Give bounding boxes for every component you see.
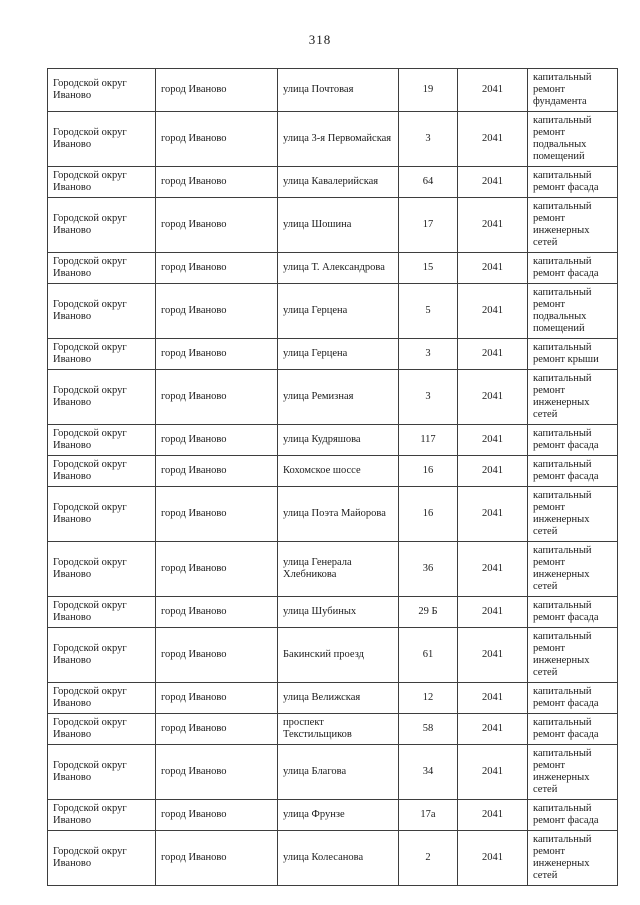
cell-year: 2041	[458, 683, 528, 714]
cell-street: улица Почтовая	[278, 69, 399, 112]
table-row	[48, 597, 618, 628]
cell-city: город Иваново	[156, 683, 278, 714]
cell-house-number: 3	[399, 112, 458, 167]
cell-city: город Иваново	[156, 198, 278, 253]
cell-house-number: 15	[399, 253, 458, 284]
cell-repair-type: капитальный ремонт подвальных помещений	[528, 112, 618, 167]
cell-year: 2041	[458, 714, 528, 745]
cell-district: Городской округ Иваново	[48, 714, 156, 745]
cell-street: улица Поэта Майорова	[278, 487, 399, 542]
cell-city: город Иваново	[156, 628, 278, 683]
cell-street: улица Шошина	[278, 198, 399, 253]
cell-repair-type: капитальный ремонт фасада	[528, 714, 618, 745]
cell-year: 2041	[458, 542, 528, 597]
cell-city: город Иваново	[156, 542, 278, 597]
cell-street: улица Т. Александрова	[278, 253, 399, 284]
cell-city: город Иваново	[156, 339, 278, 370]
table-row	[48, 69, 618, 112]
table-row	[48, 628, 618, 683]
cell-house-number: 12	[399, 683, 458, 714]
cell-district: Городской округ Иваново	[48, 683, 156, 714]
table-row	[48, 542, 618, 597]
cell-repair-type: капитальный ремонт фасада	[528, 597, 618, 628]
cell-street: улица Шубиных	[278, 597, 399, 628]
cell-street: улица Герцена	[278, 339, 399, 370]
cell-house-number: 29 Б	[399, 597, 458, 628]
cell-district: Городской округ Иваново	[48, 745, 156, 800]
cell-repair-type: капитальный ремонт инженерных сетей	[528, 628, 618, 683]
cell-district: Городской округ Иваново	[48, 456, 156, 487]
cell-street: улица Благова	[278, 745, 399, 800]
cell-house-number: 3	[399, 339, 458, 370]
cell-repair-type: капитальный ремонт фасада	[528, 800, 618, 831]
cell-year: 2041	[458, 425, 528, 456]
table-row	[48, 253, 618, 284]
cell-district: Городской округ Иваново	[48, 284, 156, 339]
cell-year: 2041	[458, 112, 528, 167]
cell-house-number: 34	[399, 745, 458, 800]
cell-repair-type: капитальный ремонт инженерных сетей	[528, 487, 618, 542]
cell-year: 2041	[458, 831, 528, 886]
table-row	[48, 683, 618, 714]
cell-house-number: 117	[399, 425, 458, 456]
cell-street: проспект Текстильщиков	[278, 714, 399, 745]
table-row	[48, 831, 618, 886]
cell-street: улица Велижская	[278, 683, 399, 714]
cell-house-number: 16	[399, 487, 458, 542]
cell-street: улица Кавалерийская	[278, 167, 399, 198]
cell-year: 2041	[458, 198, 528, 253]
table-row	[48, 745, 618, 800]
cell-house-number: 2	[399, 831, 458, 886]
cell-street: Бакинский проезд	[278, 628, 399, 683]
cell-district: Городской округ Иваново	[48, 425, 156, 456]
cell-repair-type: капитальный ремонт инженерных сетей	[528, 831, 618, 886]
cell-street: улица 3-я Первомайская	[278, 112, 399, 167]
cell-house-number: 17а	[399, 800, 458, 831]
cell-district: Городской округ Иваново	[48, 487, 156, 542]
repair-schedule-table	[47, 68, 618, 886]
cell-repair-type: капитальный ремонт инженерных сетей	[528, 542, 618, 597]
cell-city: город Иваново	[156, 831, 278, 886]
cell-district: Городской округ Иваново	[48, 597, 156, 628]
cell-street: Кохомское шоссе	[278, 456, 399, 487]
cell-city: город Иваново	[156, 425, 278, 456]
table-row	[48, 456, 618, 487]
cell-city: город Иваново	[156, 714, 278, 745]
table-row	[48, 487, 618, 542]
table-row	[48, 198, 618, 253]
cell-street: улица Герцена	[278, 284, 399, 339]
cell-city: город Иваново	[156, 69, 278, 112]
cell-district: Городской округ Иваново	[48, 831, 156, 886]
cell-house-number: 19	[399, 69, 458, 112]
cell-city: город Иваново	[156, 370, 278, 425]
table-row	[48, 800, 618, 831]
cell-city: город Иваново	[156, 167, 278, 198]
cell-year: 2041	[458, 253, 528, 284]
cell-repair-type: капитальный ремонт фасада	[528, 167, 618, 198]
cell-district: Городской округ Иваново	[48, 628, 156, 683]
cell-repair-type: капитальный ремонт крыши	[528, 339, 618, 370]
cell-city: город Иваново	[156, 112, 278, 167]
cell-city: город Иваново	[156, 745, 278, 800]
cell-street: улица Ремизная	[278, 370, 399, 425]
cell-street: улица Фрунзе	[278, 800, 399, 831]
cell-house-number: 36	[399, 542, 458, 597]
cell-repair-type: капитальный ремонт фундамента	[528, 69, 618, 112]
cell-year: 2041	[458, 628, 528, 683]
cell-district: Городской округ Иваново	[48, 542, 156, 597]
cell-year: 2041	[458, 456, 528, 487]
cell-city: город Иваново	[156, 800, 278, 831]
cell-house-number: 5	[399, 284, 458, 339]
cell-city: город Иваново	[156, 253, 278, 284]
table-row	[48, 370, 618, 425]
cell-city: город Иваново	[156, 456, 278, 487]
cell-city: город Иваново	[156, 597, 278, 628]
table-row	[48, 339, 618, 370]
cell-district: Городской округ Иваново	[48, 800, 156, 831]
cell-district: Городской округ Иваново	[48, 112, 156, 167]
cell-repair-type: капитальный ремонт фасада	[528, 683, 618, 714]
cell-year: 2041	[458, 800, 528, 831]
cell-district: Городской округ Иваново	[48, 167, 156, 198]
cell-year: 2041	[458, 69, 528, 112]
cell-house-number: 17	[399, 198, 458, 253]
cell-district: Городской округ Иваново	[48, 339, 156, 370]
cell-repair-type: капитальный ремонт фасада	[528, 456, 618, 487]
cell-year: 2041	[458, 487, 528, 542]
cell-year: 2041	[458, 370, 528, 425]
cell-repair-type: капитальный ремонт подвальных помещений	[528, 284, 618, 339]
cell-year: 2041	[458, 339, 528, 370]
table-row	[48, 167, 618, 198]
cell-house-number: 61	[399, 628, 458, 683]
cell-house-number: 3	[399, 370, 458, 425]
page-number: 318	[308, 32, 332, 47]
cell-year: 2041	[458, 745, 528, 800]
cell-street: улица Колесанова	[278, 831, 399, 886]
cell-district: Городской округ Иваново	[48, 370, 156, 425]
cell-house-number: 16	[399, 456, 458, 487]
cell-year: 2041	[458, 167, 528, 198]
table-body	[48, 69, 618, 886]
table-row	[48, 714, 618, 745]
table-row	[48, 425, 618, 456]
cell-repair-type: капитальный ремонт инженерных сетей	[528, 198, 618, 253]
cell-city: город Иваново	[156, 284, 278, 339]
cell-repair-type: капитальный ремонт инженерных сетей	[528, 370, 618, 425]
cell-house-number: 64	[399, 167, 458, 198]
cell-district: Городской округ Иваново	[48, 198, 156, 253]
cell-repair-type: капитальный ремонт фасада	[528, 425, 618, 456]
cell-district: Городской округ Иваново	[48, 253, 156, 284]
cell-district: Городской округ Иваново	[48, 69, 156, 112]
cell-street: улица Кудряшова	[278, 425, 399, 456]
cell-repair-type: капитальный ремонт инженерных сетей	[528, 745, 618, 800]
cell-house-number: 58	[399, 714, 458, 745]
cell-year: 2041	[458, 597, 528, 628]
cell-year: 2041	[458, 284, 528, 339]
table-row	[48, 112, 618, 167]
cell-street: улица Генерала Хлебникова	[278, 542, 399, 597]
cell-city: город Иваново	[156, 487, 278, 542]
table-row	[48, 284, 618, 339]
cell-repair-type: капитальный ремонт фасада	[528, 253, 618, 284]
